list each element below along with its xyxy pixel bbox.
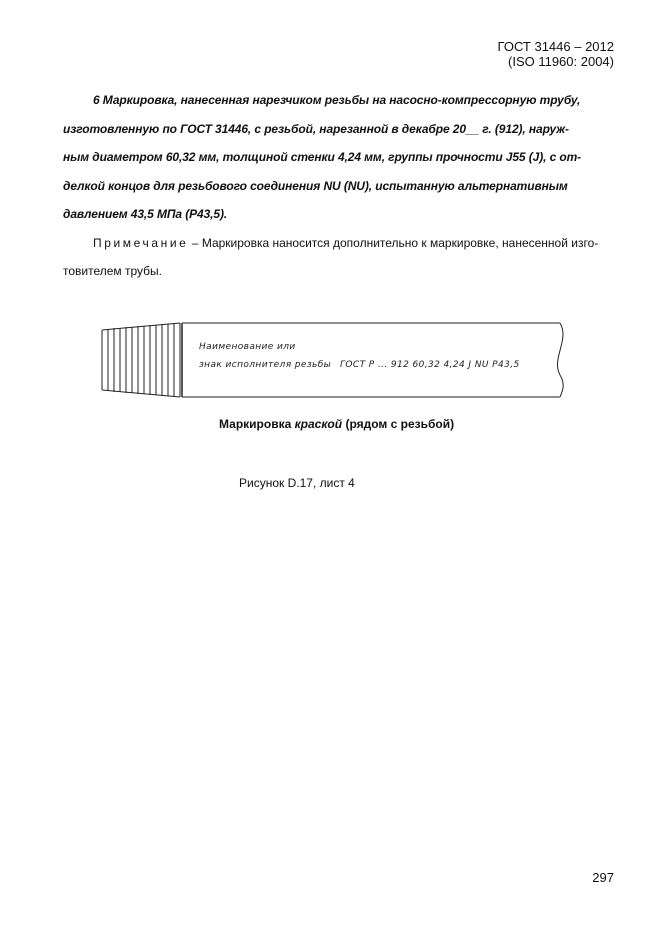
item-6-line-3: ным диаметром 60,32 мм, толщиной стенки 4,24 мм, группы прочности J55 (J), с от-	[63, 150, 582, 164]
note-label: Примечание	[93, 236, 189, 250]
note-line-2: товителем трубы.	[63, 264, 163, 278]
pipe-marking-diagram	[96, 318, 576, 400]
pipe-threaded-end	[102, 323, 182, 397]
executor-name-line-2: знак исполнителя резьбы	[199, 360, 332, 370]
figure-label: Рисунок D.17, лист 4	[239, 476, 355, 490]
item-6-line-4: делкой концов для резьбового соединения NU (NU), испытанную альтернативным	[63, 179, 568, 193]
item-6-line-1: 6 Маркировка, нанесенная нарезчиком резьбы на насосно-компрессорную трубу,	[93, 93, 581, 107]
figure-caption	[219, 417, 454, 431]
caption-prefix: Маркировка	[219, 417, 295, 431]
marking-code: ГОСТ Р ... 912 60,32 4,24 J NU Р43,5	[340, 360, 520, 370]
caption-italic-word: краской	[294, 417, 343, 431]
iso-reference: (ISO 11960: 2004)	[508, 54, 614, 69]
executor-name-line-1: Наименование или	[199, 342, 296, 352]
item-6-line-2: изготовленную по ГОСТ 31446, с резьбой, нарезанной в декабре 20__ г. (912), наруж-	[63, 122, 569, 136]
standard-number: ГОСТ 31446 – 2012	[497, 39, 614, 54]
page-number: 297	[592, 870, 614, 885]
item-6-line-5: давлением 43,5 МПа (Р43,5).	[63, 207, 228, 221]
caption-suffix: (рядом с резьбой)	[342, 417, 455, 431]
note-text: Маркировка наносится дополнительно к маркировке, нанесенной изго-	[201, 236, 599, 250]
note-line-1	[93, 236, 598, 250]
note-dash: –	[188, 236, 202, 250]
